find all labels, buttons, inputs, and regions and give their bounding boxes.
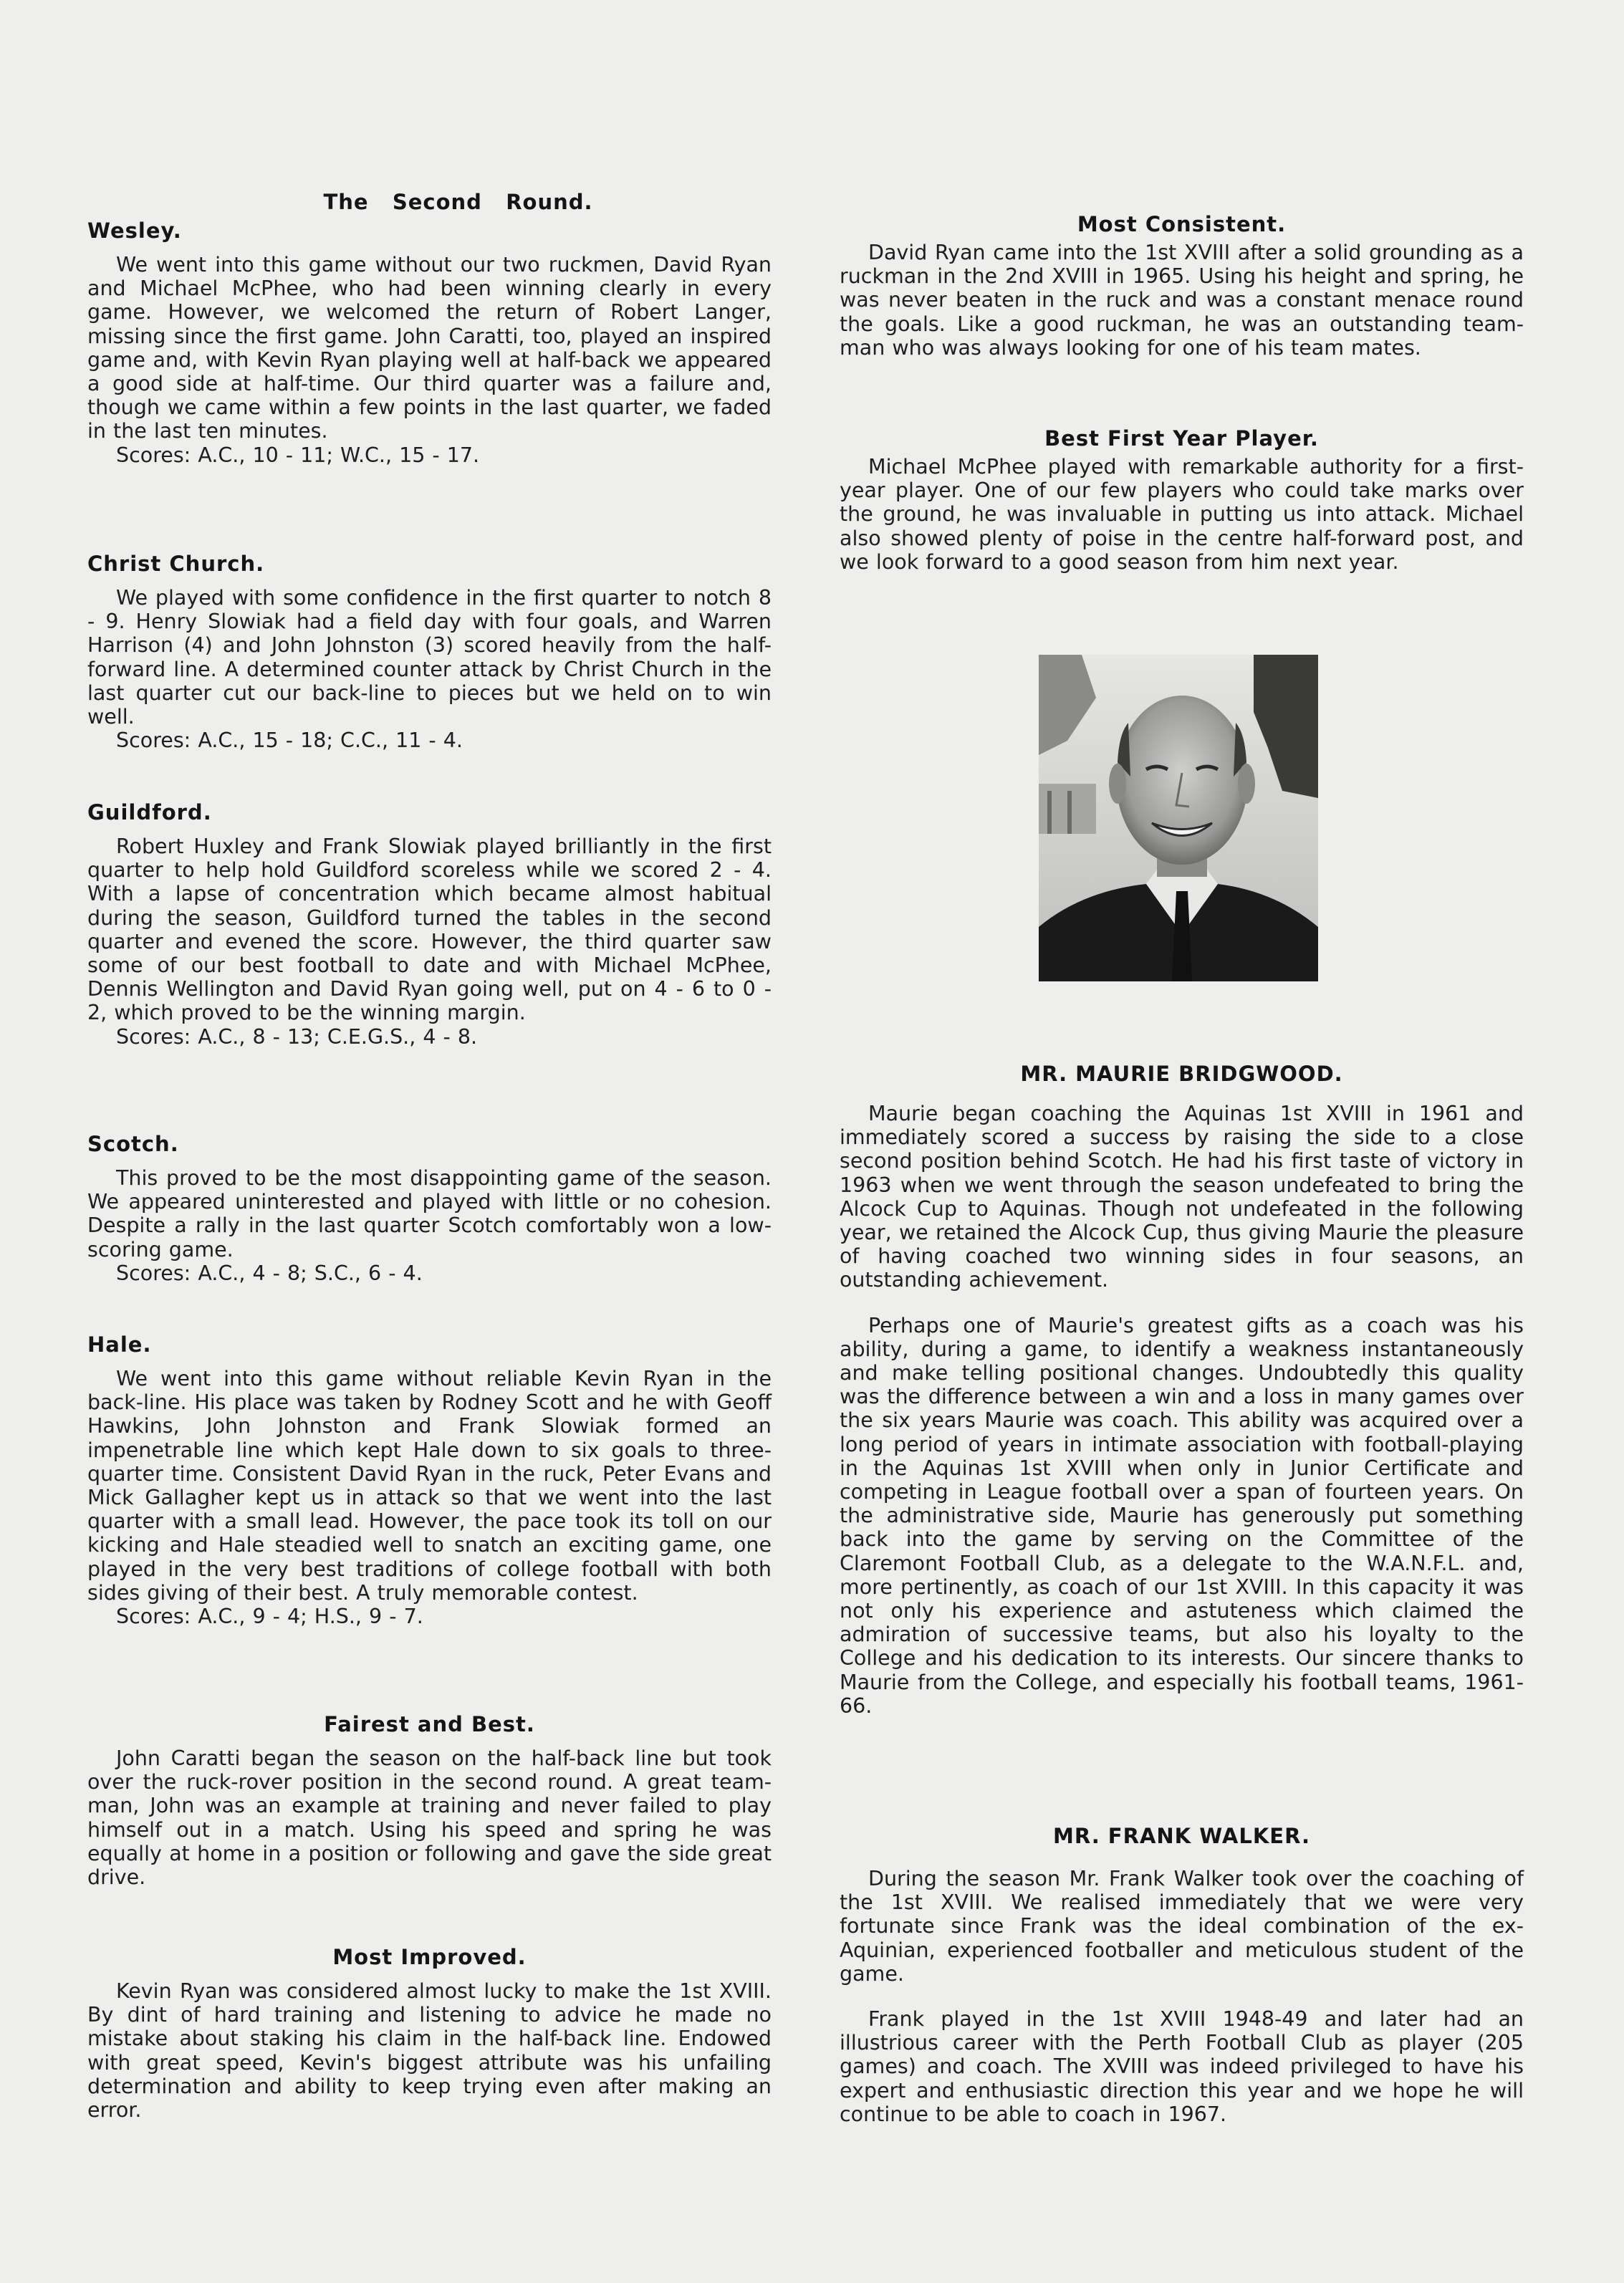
paragraph: Robert Huxley and Frank Slowiak played brilliantly in the first quarter to help hold Guildford scoreless while we scored 2 - 4. With a lapse of concentration which became almost habitual during the season, Guildford turned the tables in the second quarter and evened the score. However, the third quarter saw some of our best football to date and with Michael McPhee, Dennis Wellington and David Ryan going well, put on 4 - 6 to 0 - 2, which proved to be the winning margin. — [87, 835, 772, 1025]
section-christ-church — [87, 552, 772, 752]
section-guildford — [87, 800, 772, 1049]
section-fairest-and-best — [87, 1712, 772, 1889]
section-heading-second-round: The Second Round. — [323, 190, 593, 214]
score-line: Scores: A.C., 10 - 11; W.C., 15 - 17. — [116, 443, 480, 467]
paragraph: David Ryan came into the 1st XVIII after a solid grounding as a ruckman in the 2nd XVIII in 1965. Using his height and spring, he was never beaten in the ruck and was a constant menace round the goals. Like a good ruckman, he was an outstanding team-man who was always looking for one of his team mates. — [840, 241, 1524, 360]
section-title-bridgwood: MR. MAURIE BRIDGWOOD. — [1020, 1062, 1343, 1086]
section-title-fairest: Fairest and Best. — [324, 1712, 535, 1736]
coach-portrait-photo — [1039, 655, 1318, 981]
section-scotch — [87, 1132, 772, 1285]
score-line: Scores: A.C., 8 - 13; C.E.G.S., 4 - 8. — [116, 1024, 478, 1049]
section-title-hale: Hale. — [87, 1332, 152, 1357]
section-title-scotch: Scotch. — [87, 1132, 179, 1156]
section-title-first-year: Best First Year Player. — [1044, 426, 1319, 451]
section-frank-walker — [840, 1824, 1524, 2126]
score-line: Scores: A.C., 9 - 4; H.S., 9 - 7. — [116, 1605, 423, 1629]
section-most-consistent — [840, 212, 1524, 360]
score-line: Scores: A.C., 15 - 18; C.C., 11 - 4. — [116, 729, 463, 753]
section-title-wesley: Wesley. — [87, 218, 182, 243]
score-line: Scores: A.C., 4 - 8; S.C., 6 - 4. — [116, 1261, 423, 1285]
paragraph: Kevin Ryan was considered almost lucky to make the 1st XVIII. By dint of hard training and listening to advice he made no mistake about staking his claim in the half-back line. Endowed with great speed, Kevin's biggest attribute was his unfailing determination and ability to keep trying even after making an error. — [87, 1979, 772, 2123]
paragraph: Perhaps one of Maurie's greatest gifts as a coach was his ability, during a game, to identify a weakness instantaneously and make telling positional changes. Undoubtedly this quality was the difference between a win and a loss in many games over the six years Maurie was coach. This ability was acquired over a long period of years in intimate association with football-playing in the Aquinas 1st XVIII when only in Junior Certificate and competing in League football over a span of fourteen years. On the administrative side, Maurie has generously put something back into the game by serving on the Committee of the Claremont Football Club, as a delegate to the W.A.N.F.L. and, more pertinently, as coach of our 1st XVIII. In this capacity it was not only his experience and astuteness which claimed the admiration of successive teams, but also his loyalty to the College and his dedication to its interests. Our sincere thanks to Maurie from the College, and especially his football teams, 1961-66. — [840, 1313, 1524, 1718]
paragraph: Frank played in the 1st XVIII 1948-49 and later had an illustrious career with the Perth Football Club as player (205 games) and coach. The XVIII was indeed privileged to have his expert and enthusiastic direction this year and we hope he will continue to be able to coach in 1967. — [840, 2007, 1524, 2126]
section-maurie-bridgwood — [840, 1062, 1524, 1718]
section-title-walker: MR. FRANK WALKER. — [1052, 1824, 1311, 1848]
section-title-christ-church: Christ Church. — [87, 552, 265, 576]
paragraph: We played with some confidence in the first quarter to notch 8 - 9. Henry Slowiak had a field day with four goals, and Warren Harrison (4) and John Johnston (3) scored heavily from the half-forward line. A determined counter attack by Christ Church in the last quarter cut our back-line to pieces but we held on to win well. — [87, 586, 772, 729]
paragraph: During the season Mr. Frank Walker took over the coaching of the 1st XVIII. We realised immediately that we were very fortunate since Frank was the ideal combination of the ex-Aquinian, experienced footballer and meticulous student of the game. — [840, 1867, 1524, 1986]
section-hale — [87, 1332, 772, 1628]
paragraph: We went into this game without our two ruckmen, David Ryan and Michael McPhee, who had been winning clearly in every game. However, we welcomed the return of Robert Langer, missing since the first game. John Caratti, too, played an inspired game and, with Kevin Ryan playing well at half-back we appeared a good side at half-time. Our third quarter was a failure and, though we came within a few points in the last quarter, we faded in the last ten minutes. — [87, 253, 772, 443]
section-title-guildford: Guildford. — [87, 800, 212, 825]
section-best-first-year — [840, 426, 1524, 574]
paragraph: John Caratti began the season on the half-back line but took over the ruck-rover position in the second round. A great team-man, John was an example at training and never failed to play himself out in a match. Using his speed and spring he was equally at home in a position or following and gave the side great drive. — [87, 1746, 772, 1890]
section-title-improved: Most Improved. — [332, 1945, 527, 1969]
section-title-consistent: Most Consistent. — [1077, 212, 1287, 236]
paragraph: Maurie began coaching the Aquinas 1st XVIII in 1961 and immediately scored a success by raising the side to a close second position behind Scotch. He had his first taste of victory in 1963 when we went through the season undefeated to bring the Alcock Cup to Aquinas. Though not undefeated in the following year, we retained the Alcock Cup, thus giving Maurie the pleasure of having coached two winning sides in four seasons, an outstanding achievement. — [840, 1102, 1524, 1292]
paragraph: We went into this game without reliable Kevin Ryan in the back-line. His place was taken by Rodney Scott and he with Geoff Hawkins, John Johnston and Frank Slowiak formed an impenetrable line which kept Hale down to six goals to three-quarter time. Consistent David Ryan in the ruck, Peter Evans and Mick Gallagher kept us in attack so that we went into the last quarter with a small lead. However, the pace took its toll on our kicking and Hale steadied well to snatch an exciting game, one played in the very best traditions of college football with both sides giving of their best. A truly memorable contest. — [87, 1367, 772, 1605]
paragraph: Michael McPhee played with remarkable authority for a first-year player. One of our few players who could take marks over the ground, he was invaluable in putting us into attack. Michael also showed plenty of poise in the centre half-forward post, and we look forward to a good season from him next year. — [840, 455, 1524, 574]
paragraph: This proved to be the most disappointing game of the season. We appeared uninterested and played with little or no cohesion. Despite a rally in the last quarter Scotch comfortably won a low-scoring game. — [87, 1166, 772, 1261]
section-most-improved — [87, 1945, 772, 2122]
section-wesley — [87, 190, 772, 467]
